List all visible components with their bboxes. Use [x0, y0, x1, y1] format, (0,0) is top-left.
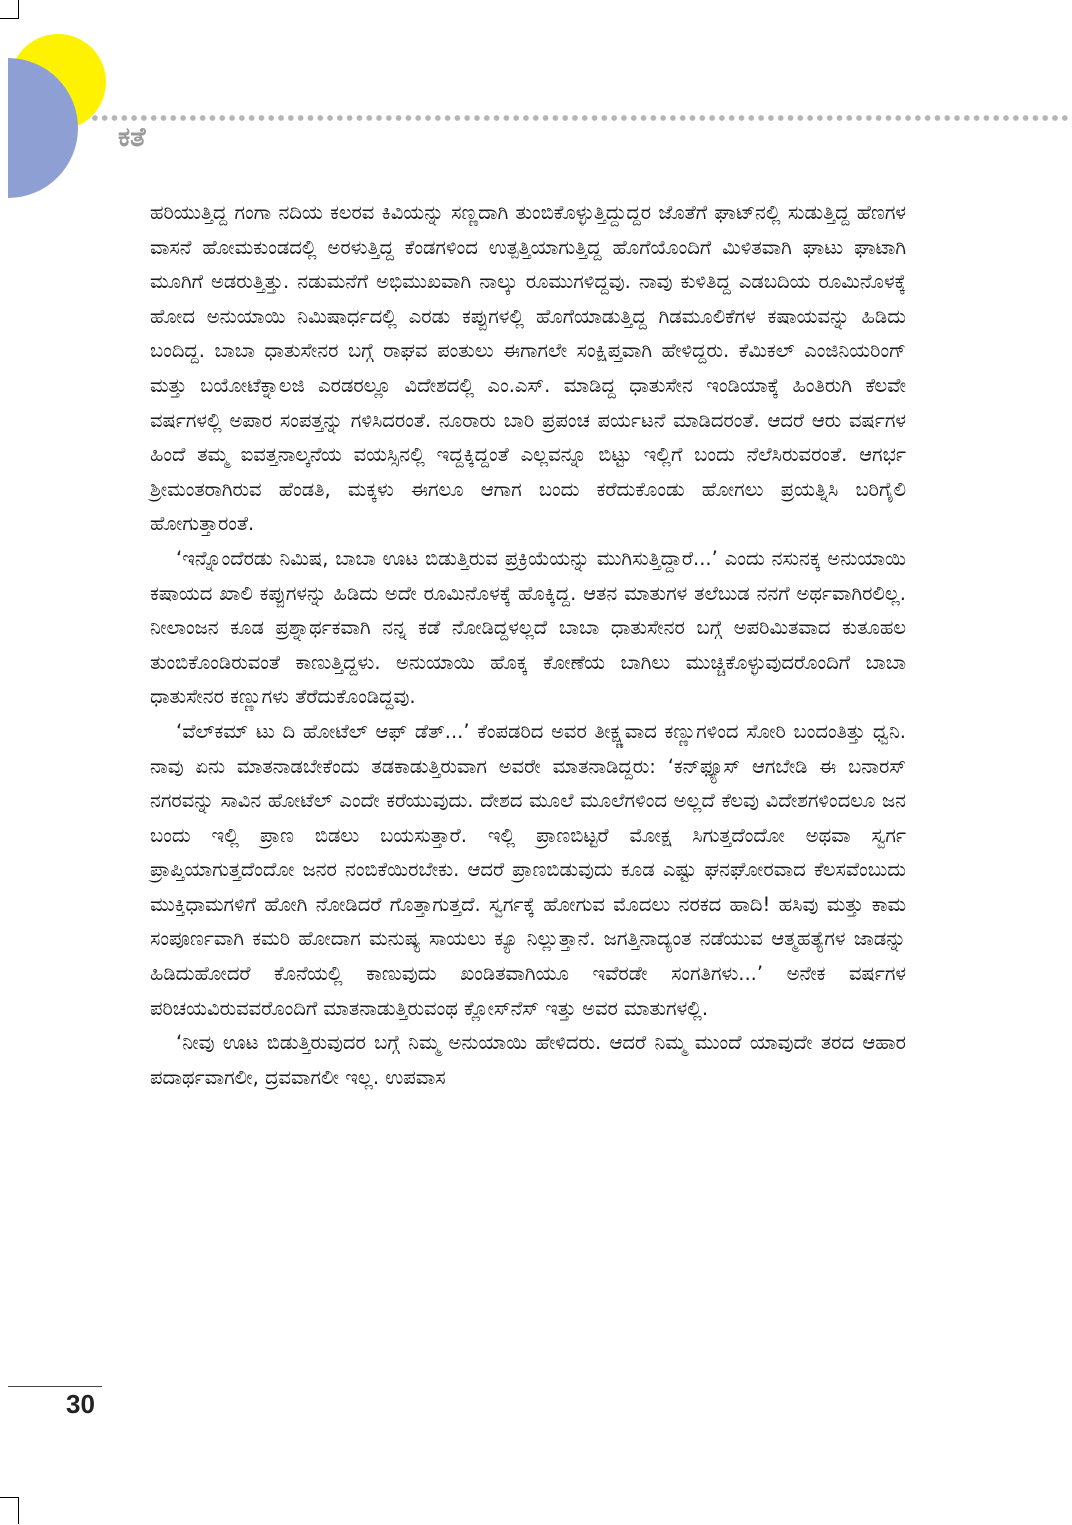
paragraph: ‘ಇನ್ನೊಂದೆರಡು ನಿಮಿಷ, ಬಾಬಾ ಊಟ ಬಿಡುತ್ತಿರುವ ಪ್ರಕ್ರಿಯೆಯನ್ನು ಮುಗಿಸುತ್ತಿದ್ದಾರೆ...’ ಎಂದು ನಸುನಕ್ಕ ಅನುಯಾಯಿ ಕಷಾಯದ ಖಾಲಿ ಕಪ್ಪುಗಳನ್ನು ಹಿಡಿದು ಅದೇ ರೂಮಿನೊಳಕ್ಕೆ ಹೊಕ್ಕಿದ್ದ. ಆತನ ಮಾತುಗಳ ತಲೆಬುಡ ನನಗೆ ಅರ್ಥವಾಗಿರಲಿಲ್ಲ. ನೀಲಾಂಜನ ಕೂಡ ಪ್ರಶ್ನಾರ್ಥಕವಾಗಿ ನನ್ನ ಕಡೆ ನೋಡಿದ್ದಳಲ್ಲದೆ ಬಾಬಾ ಧಾತುಸೇನರ ಬಗ್ಗೆ ಅಪರಿಮಿತವಾದ ಕುತೂಹಲ ತುಂಬಿಕೊಂಡಿರುವಂತೆ ಕಾಣುತ್ತಿದ್ದಳು. ಅನುಯಾಯಿ ಹೊಕ್ಕ ಕೋಣೆಯ ಬಾಗಿಲು ಮುಚ್ಚಿಕೊಳ್ಳುವುದರೊಂದಿಗೆ ಬಾಬಾ ಧಾತುಸೇನರ ಕಣ್ಣುಗಳು ತೆರೆದುಕೊಂಡಿದ್ದವು.	[150, 546, 906, 709]
page-number: 30	[66, 1389, 95, 1419]
section-label: ಕತೆ	[118, 122, 146, 153]
crop-mark-bottom-left	[0, 1497, 19, 1524]
paragraph: ‘ವೆಲ್‌ಕಮ್ ಟು ದಿ ಹೋಟೆಲ್ ಆಫ್ ಡೆತ್...’ ಕೆಂಪಡರಿದ ಅವರ ತೀಕ್ಷ್ಣವಾದ ಕಣ್ಣುಗಳಿಂದ ಸೋರಿ ಬಂದಂತಿತ್ತು ಧ್ವನಿ. ನಾವು ಏನು ಮಾತನಾಡಬೇಕೆಂದು ತಡಕಾಡುತ್ತಿರುವಾಗ ಅವರೇ ಮಾತನಾಡಿದ್ದರು: ‘ಕನ್‌ಫ್ಯೂಸ್ ಆಗಬೇಡಿ ಈ ಬನಾರಸ್ ನಗರವನ್ನು ಸಾವಿನ ಹೋಟೆಲ್ ಎಂದೇ ಕರೆಯುವುದು. ದೇಶದ ಮೂಲೆ ಮೂಲೆಗಳಿಂದ ಅಲ್ಲದೆ ಕೆಲವು ವಿದೇಶಗಳಿಂದಲೂ ಜನ ಬಂದು ಇಲ್ಲಿ ಪ್ರಾಣ ಬಿಡಲು ಬಯಸುತ್ತಾರೆ. ಇಲ್ಲಿ ಪ್ರಾಣಬಿಟ್ಟರೆ ಮೋಕ್ಷ ಸಿಗುತ್ತದೆಂದೋ ಅಥವಾ ಸ್ವರ್ಗ ಪ್ರಾಪ್ತಿಯಾಗುತ್ತದೆಂದೋ ಜನರ ನಂಬಿಕೆಯಿರಬೇಕು. ಆದರೆ ಪ್ರಾಣಬಿಡುವುದು ಕೂಡ ಎಷ್ಟು ಘನಘೋರವಾದ ಕೆಲಸವೆಂಬುದು ಮುಕ್ತಿಧಾಮಗಳಿಗೆ ಹೋಗಿ ನೋಡಿದರೆ ಗೊತ್ತಾಗುತ್ತದೆ. ಸ್ವರ್ಗಕ್ಕೆ ಹೋಗುವ ಮೊದಲು ನರಕದ ಹಾದಿ! ಹಸಿವು ಮತ್ತು ಕಾಮ ಸಂಪೂರ್ಣವಾಗಿ ಕಮರಿ ಹೋದಾಗ ಮನುಷ್ಯ ಸಾಯಲು ಕ್ಯೂ ನಿಲ್ಲುತ್ತಾನೆ. ಜಗತ್ತಿನಾದ್ಯಂತ ನಡೆಯುವ ಆತ್ಮಹತ್ಯೆಗಳ ಜಾಡನ್ನು ಹಿಡಿದುಹೋದರೆ ಕೊನೆಯಲ್ಲಿ ಕಾಣುವುದು ಖಂಡಿತವಾಗಿಯೂ ಇವೆರಡೇ ಸಂಗತಿಗಳು...’ ಅನೇಕ ವರ್ಷಗಳ ಪರಿಚಯವಿರುವವರೊಂದಿಗೆ ಮಾತನಾಡುತ್ತಿರುವಂಥ ಕ್ಲೋಸ್‌ನೆಸ್ ಇತ್ತು ಅವರ ಮಾತುಗಳಲ್ಲಿ.	[150, 719, 906, 1020]
corner-circles-decoration	[0, 0, 120, 210]
dotted-rule	[90, 114, 1070, 122]
paragraph: ಹರಿಯುತ್ತಿದ್ದ ಗಂಗಾ ನದಿಯ ಕಲರವ ಕಿವಿಯನ್ನು ಸಣ್ಣದಾಗಿ ತುಂಬಿಕೊಳ್ಳುತ್ತಿದ್ದುದ್ದರ ಜೊತೆಗೆ ಘಾಟ್‌ನಲ್ಲಿ ಸುಡುತ್ತಿದ್ದ ಹೆಣಗಳ ವಾಸನೆ ಹೋಮಕುಂಡದಲ್ಲಿ ಅರಳುತ್ತಿದ್ದ ಕೆಂಡಗಳಿಂದ ಉತ್ಪತ್ತಿಯಾಗುತ್ತಿದ್ದ ಹೊಗೆಯೊಂದಿಗೆ ಮಿಳಿತವಾಗಿ ಘಾಟು ಘಾಟಾಗಿ ಮೂಗಿಗೆ ಅಡರುತ್ತಿತ್ತು. ನಡುಮನೆಗೆ ಅಭಿಮುಖವಾಗಿ ನಾಲ್ಕು ರೂಮುಗಳಿದ್ದವು. ನಾವು ಕುಳಿತಿದ್ದ ಎಡಬದಿಯ ರೂಮಿನೊಳಕ್ಕೆ ಹೋದ ಅನುಯಾಯಿ ನಿಮಿಷಾರ್ಧದಲ್ಲಿ ಎರಡು ಕಪ್ಪುಗಳಲ್ಲಿ ಹೊಗೆಯಾಡುತ್ತಿದ್ದ ಗಿಡಮೂಲಿಕೆಗಳ ಕಷಾಯವನ್ನು ಹಿಡಿದು ಬಂದಿದ್ದ. ಬಾಬಾ ಧಾತುಸೇನರ ಬಗ್ಗೆ ರಾಘವ ಪಂತುಲು ಈಗಾಗಲೇ ಸಂಕ್ಷಿಪ್ತವಾಗಿ ಹೇಳಿದ್ದರು. ಕೆಮಿಕಲ್ ಎಂಜಿನಿಯರಿಂಗ್ ಮತ್ತು ಬಯೋಟೆಕ್ನಾಲಜಿ ಎರಡರಲ್ಲೂ ವಿದೇಶದಲ್ಲಿ ಎಂ.ಎಸ್. ಮಾಡಿದ್ದ ಧಾತುಸೇನ ಇಂಡಿಯಾಕ್ಕೆ ಹಿಂತಿರುಗಿ ಕೆಲವೇ ವರ್ಷಗಳಲ್ಲಿ ಅಪಾರ ಸಂಪತ್ತನ್ನು ಗಳಿಸಿದರಂತೆ. ನೂರಾರು ಬಾರಿ ಪ್ರಪಂಚ ಪರ್ಯಟನೆ ಮಾಡಿದರಂತೆ. ಆದರೆ ಆರು ವರ್ಷಗಳ ಹಿಂದೆ ತಮ್ಮ ಐವತ್ತನಾಲ್ಕನೆಯ ವಯಸ್ಸಿನಲ್ಲಿ ಇದ್ದಕ್ಕಿದ್ದಂತೆ ಎಲ್ಲವನ್ನೂ ಬಿಟ್ಟು ಇಲ್ಲಿಗೆ ಬಂದು ನೆಲೆಸಿರುವರಂತೆ. ಆಗರ್ಭ ಶ್ರೀಮಂತರಾಗಿರುವ ಹೆಂಡತಿ, ಮಕ್ಕಳು ಈಗಲೂ ಆಗಾಗ ಬಂದು ಕರೆದುಕೊಂಡು ಹೋಗಲು ಪ್ರಯತ್ನಿಸಿ ಬರಿಗೈಲಿ ಹೋಗುತ್ತಾರಂತೆ.	[150, 201, 906, 536]
paragraph: ‘ನೀವು ಊಟ ಬಿಡುತ್ತಿರುವುದರ ಬಗ್ಗೆ ನಿಮ್ಮ ಅನುಯಾಯಿ ಹೇಳಿದರು. ಆದರೆ ನಿಮ್ಮ ಮುಂದೆ ಯಾವುದೇ ತರದ ಆಹಾರ ಪದಾರ್ಥವಾಗಲೀ, ದ್ರವವಾಗಲೀ ಇಲ್ಲ. ಉಪವಾಸ	[150, 1031, 906, 1089]
story-text	[150, 196, 906, 1095]
